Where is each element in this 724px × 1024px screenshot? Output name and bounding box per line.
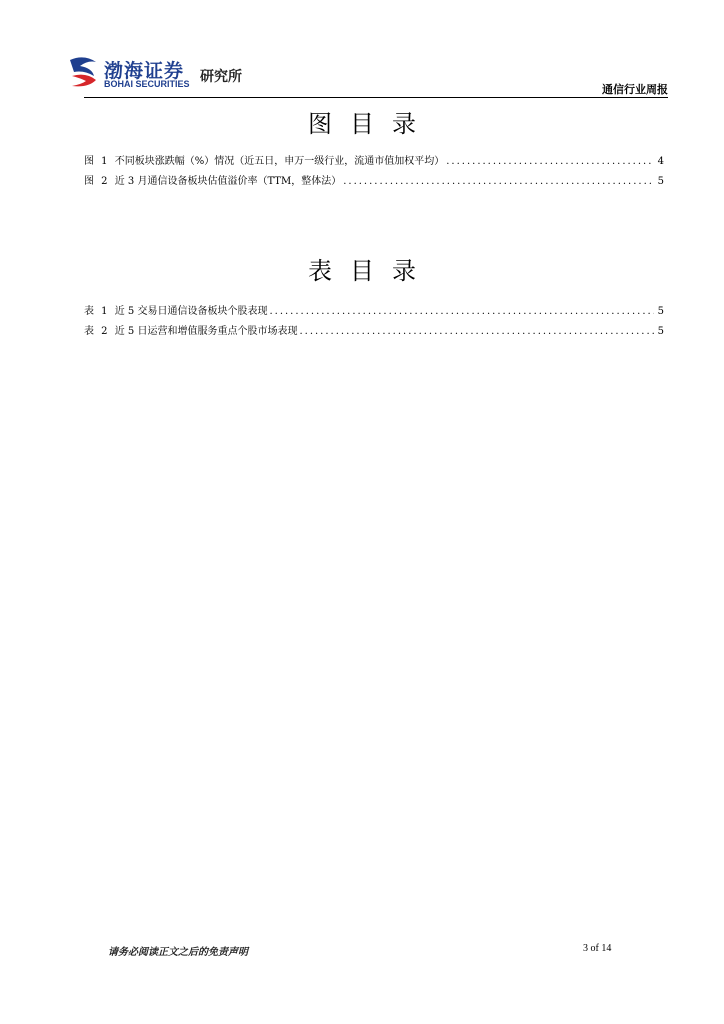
toc-entry-number: 表 1: [84, 306, 110, 317]
page-indicator: 3 of 14: [583, 943, 612, 954]
logo-english-name: BOHAI SECURITIES: [104, 79, 190, 89]
logo-chinese-name: 渤海证券: [104, 60, 185, 82]
toc-leader-dots: [269, 302, 653, 322]
toc-entry-page: 5: [657, 306, 664, 317]
toc-leader-dots: [343, 172, 653, 192]
toc-entry-page: 5: [657, 326, 664, 337]
toc-entry-number: 图 1: [84, 156, 110, 167]
table-toc-entry[interactable]: [84, 322, 664, 342]
figure-toc-entry[interactable]: [84, 172, 664, 192]
report-type: 通信行业周报: [602, 83, 668, 96]
table-toc-list: [84, 302, 664, 342]
toc-entry-page: 5: [657, 176, 664, 187]
toc-entry-number: 图 2: [84, 176, 110, 187]
header-divider: [84, 97, 668, 98]
bohai-logo-icon: [66, 54, 102, 90]
toc-entry-title: 近 5 交易日通信设备板块个股表现: [114, 306, 268, 317]
table-toc-entry[interactable]: [84, 302, 664, 322]
toc-entry-number: 表 2: [84, 326, 110, 337]
toc-leader-dots: [446, 152, 653, 172]
table-toc-title: 表目录: [308, 257, 434, 285]
toc-entry-title: 近 3 月通信设备板块估值溢价率（TTM，整体法）: [114, 176, 342, 187]
toc-entry-title: 不同板块涨跌幅（%）情况（近五日，申万一级行业，流通市值加权平均）: [114, 156, 445, 167]
figure-toc-title: 图目录: [308, 110, 434, 138]
institute-label: 研究所: [200, 69, 242, 85]
company-logo: [66, 52, 266, 94]
toc-leader-dots: [299, 322, 653, 342]
figure-toc-list: [84, 152, 664, 192]
figure-toc-entry[interactable]: [84, 152, 664, 172]
toc-entry-page: 4: [657, 156, 664, 167]
toc-entry-title: 近 5 日运营和增值服务重点个股市场表现: [114, 326, 298, 337]
footer-disclaimer: 请务必阅读正文之后的免责声明: [108, 947, 248, 958]
